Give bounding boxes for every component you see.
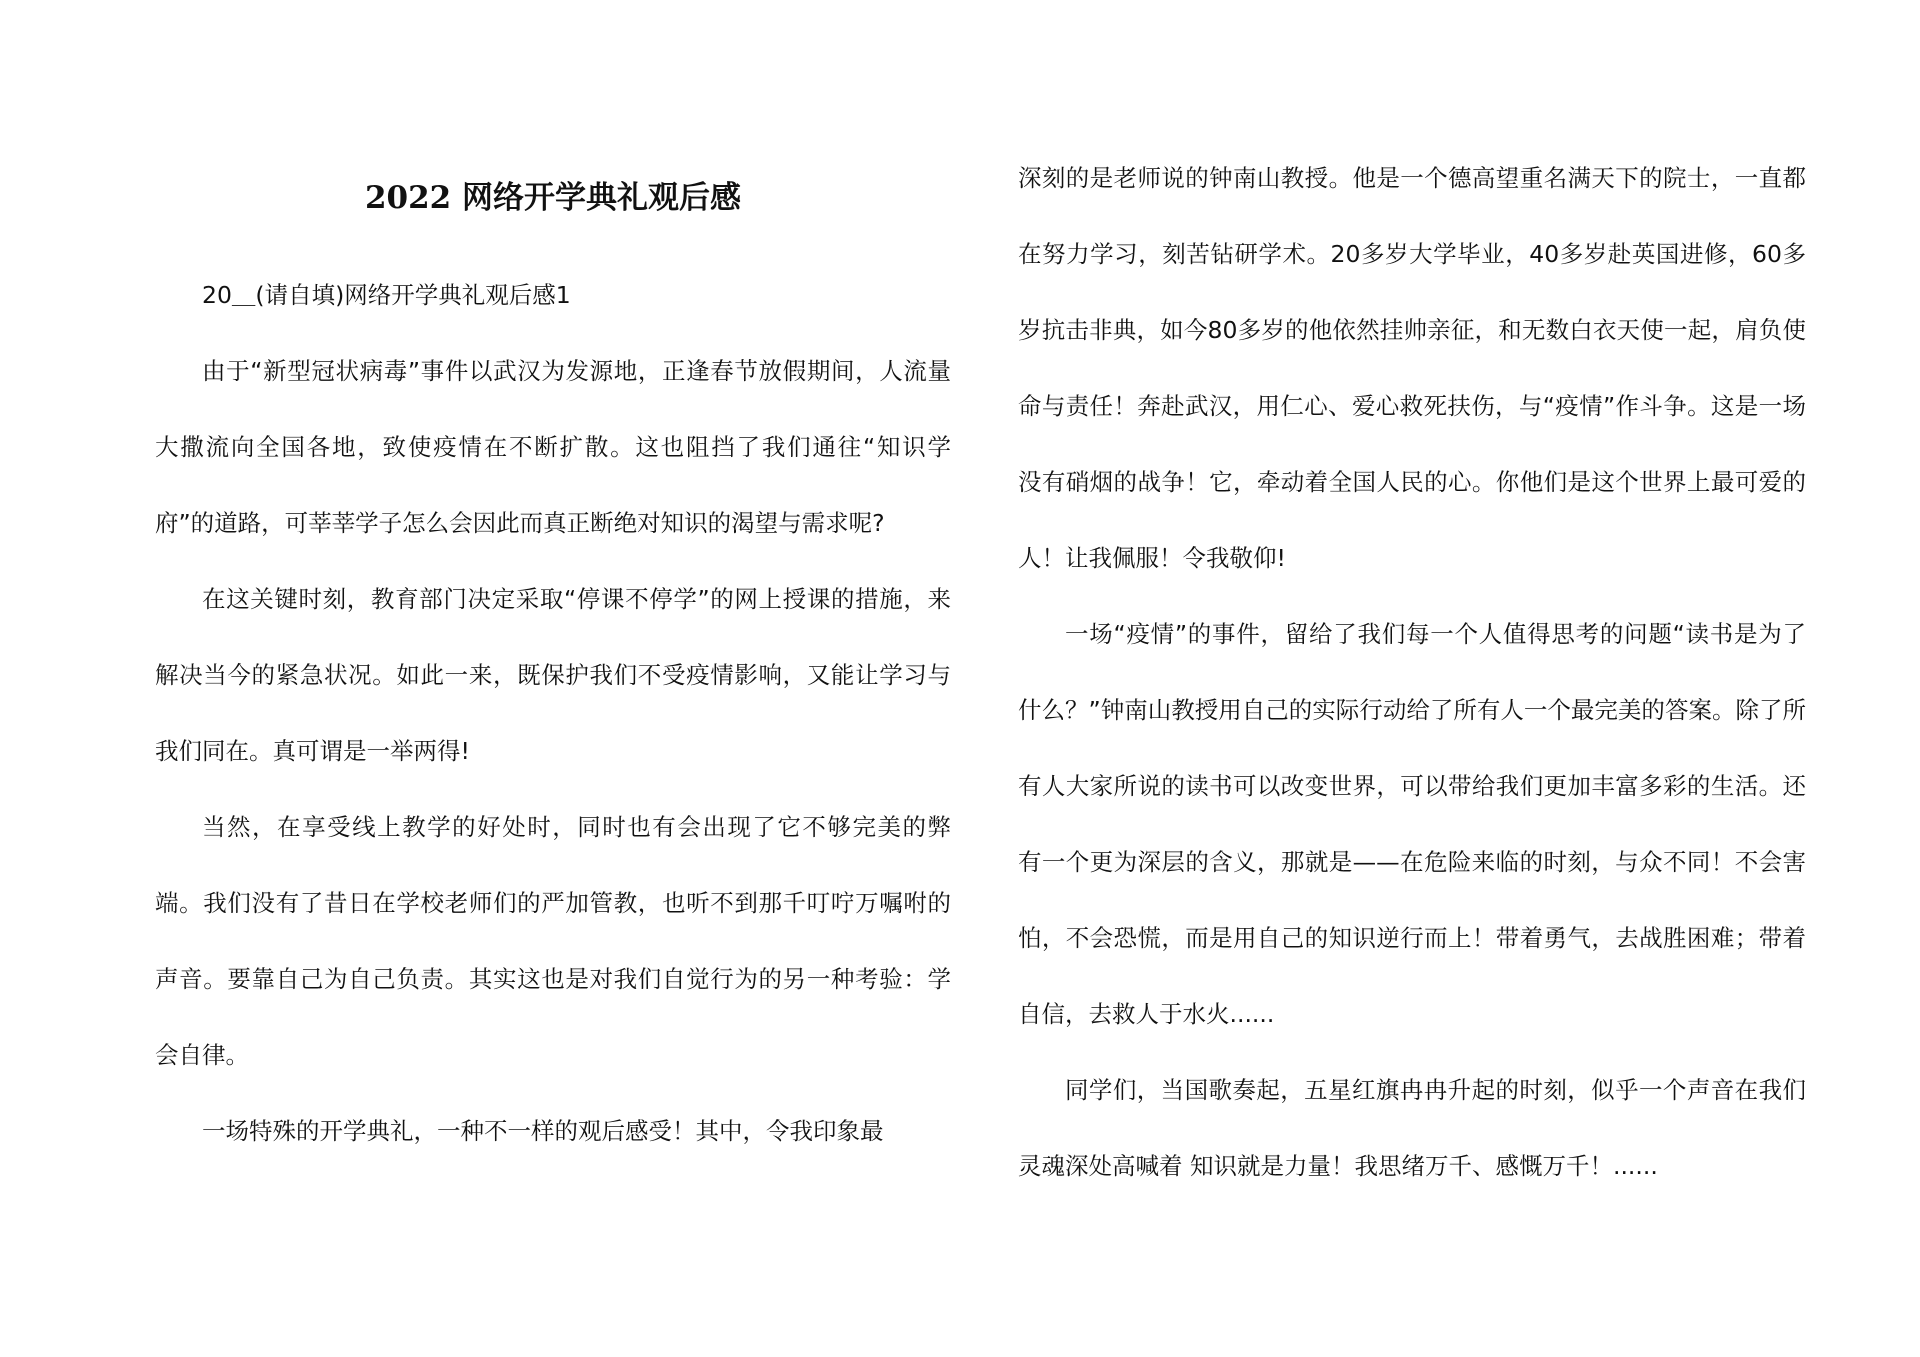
paragraph-epidemic: 由于“新型冠状病毒”事件以武汉为发源地，正逢春节放假期间，人流量大撒流向全国各地，致使疫情在不断扩散。这也阻挡了我们通往“知识学府”的道路，可莘莘学子怎么会因此而真正断绝对知识的渴望与需求呢?	[155, 357, 951, 537]
paragraph-why-study: 一场“疫情”的事件，留给了我们每一个人值得思考的问题“读书是为了什么？”钟南山教授用自己的实际行动给了所有人一个最完美的答案。除了所有人大家所说的读书可以改变世界，可以带给我们更加丰富多彩的生活。还有一个更为深层的含义，那就是——在危险来临的时刻，与众不同！不会害怕，不会恐慌，而是用自己的知识逆行而上！带着勇气，去战胜困难；带着自信，去救人于水火......	[1018, 620, 1806, 1028]
document-title: 2022 网络开学典礼观后感	[364, 180, 742, 216]
paragraph-heading-1: 20＿(请自填)网络开学典礼观后感1	[202, 281, 571, 309]
paragraph-zhong-nanshan: 深刻的是老师说的钟南山教授。他是一个德高望重名满天下的院士，一直都在努力学习，刻苦钻研学术。20多岁大学毕业，40多岁赴英国进修，60多岁抗击非典，如今80多岁的他依然挂帅亲征，和无数白衣天使一起，肩负使命与责任！奔赴武汉，用仁心、爱心救死扶伤，与“疫情”作斗争。这是一场没有硝烟的战争！它，牵动着全国人民的心。你他们是这个世界上最可爱的人！让我佩服！令我敬仰!	[1018, 164, 1806, 572]
left-column	[155, 0, 951, 1169]
paragraph-drawbacks: 当然，在享受线上教学的好处时，同时也有会出现了它不够完美的弊端。我们没有了昔日在学校老师们的严加管教，也听不到那千叮咛万嘱咐的声音。要靠自己为自己负责。其实这也是对我们自觉行为的另一种考验：学会自律。	[155, 813, 951, 1069]
right-column	[1018, 0, 1806, 1204]
paragraph-ceremony: 一场特殊的开学典礼，一种不一样的观后感受！其中，令我印象最	[202, 1117, 884, 1145]
paragraph-online-class: 在这关键时刻，教育部门决定采取“停课不停学”的网上授课的措施，来解决当今的紧急状况。如此一来，既保护我们不受疫情影响，又能让学习与我们同在。真可谓是一举两得!	[155, 585, 951, 765]
paragraph-national-anthem: 同学们，当国歌奏起，五星红旗冉冉升起的时刻，似乎一个声音在我们灵魂深处高喊着 知识就是力量！我思绪万千、感慨万千！......	[1018, 1076, 1806, 1180]
